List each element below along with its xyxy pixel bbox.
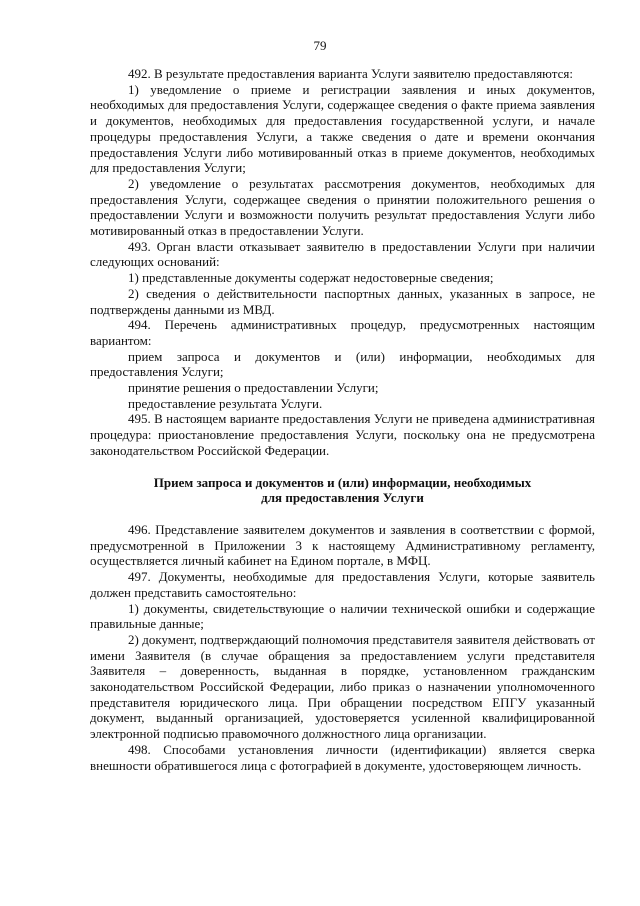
paragraph: 2) сведения о действительности паспортных данных, указанных в запросе, не подтверждены данными из МВД.	[90, 285, 595, 317]
paragraph: принятие решения о предоставлении Услуги;	[128, 380, 379, 396]
paragraph: 1) уведомление о приеме и регистрации заявления и иных документов, необходимых для предоставления Услуги, содержащее сведения о факте приема заявления и документов, необходимых для предоставления государственной услуги, и начале процедуры предоставления Услуги, а также сведения о дате и времени окончания предоставления Услуги либо мотивированный отказ в приеме документов, необходимых для предоставления Услуги;	[90, 81, 595, 176]
paragraph: 497. Документы, необходимые для предоставления Услуги, которые заявитель должен представить самостоятельно:	[90, 569, 595, 600]
paragraph: 2) документ, подтверждающий полномочия представителя заявителя действовать от имени Заявителя (в случае обращения за предоставлением услуги представителя Заявителя – доверенность, выданная в порядке, установленном гражданским законодательством Российской Федерации, либо приказ о назначении уполномоченного представителя юридического лица. При обращении посредством ЕПГУ указанный документ, выданный организацией, удостоверяется усиленной квалифицированной электронной подписью правомочного должностного лица организации.	[90, 631, 595, 742]
page-number: 79	[313, 38, 327, 53]
section-heading-line: Прием запроса и документов и (или) информации, необходимых	[153, 474, 532, 490]
paragraph: предоставление результата Услуги.	[128, 395, 323, 411]
paragraph: 493. Орган власти отказывает заявителю в предоставлении Услуги при наличии следующих оснований:	[90, 238, 595, 270]
paragraph: 2) уведомление о результатах рассмотрения документов, необходимых для предоставления Услуги, содержащее сведения о принятии положительного решения о предоставлении Услуги и возможности получить результат предоставления Услуги либо мотивированный отказ в предоставлении Услуги.	[90, 175, 595, 239]
document-body	[90, 66, 595, 773]
section-heading-line: для предоставления Услуги	[261, 490, 424, 506]
paragraph: 494. Перечень административных процедур, предусмотренных настоящим вариантом:	[90, 317, 595, 348]
paragraph: прием запроса и документов и (или) информации, необходимых для предоставления Услуги;	[90, 348, 595, 380]
paragraph: 492. В результате предоставления варианта Услуги заявителю предоставляются:	[128, 66, 573, 81]
paragraph: 498. Способами установления личности (идентификации) является сверка внешности обратившегося лица с фотографией в документе, удостоверяющем личность.	[90, 741, 595, 773]
paragraph: 496. Представление заявителем документов и заявления в соответствии с формой, предусмотренной в Приложении 3 к настоящему Административному регламенту, осуществляется личный кабинет на Едином портале, в МФЦ.	[90, 521, 595, 569]
paragraph: 1) документы, свидетельствующие о наличии технической ошибки и содержащие правильные данные;	[90, 600, 595, 632]
paragraph: 495. В настоящем варианте предоставления Услуги не приведена административная процедура: приостановление предоставления Услуги, поскольку она не предусмотрена законодательством Российской Федерации.	[90, 411, 595, 458]
paragraph: 1) представленные документы содержат недостоверные сведения;	[128, 270, 494, 286]
section-heading	[90, 475, 595, 506]
